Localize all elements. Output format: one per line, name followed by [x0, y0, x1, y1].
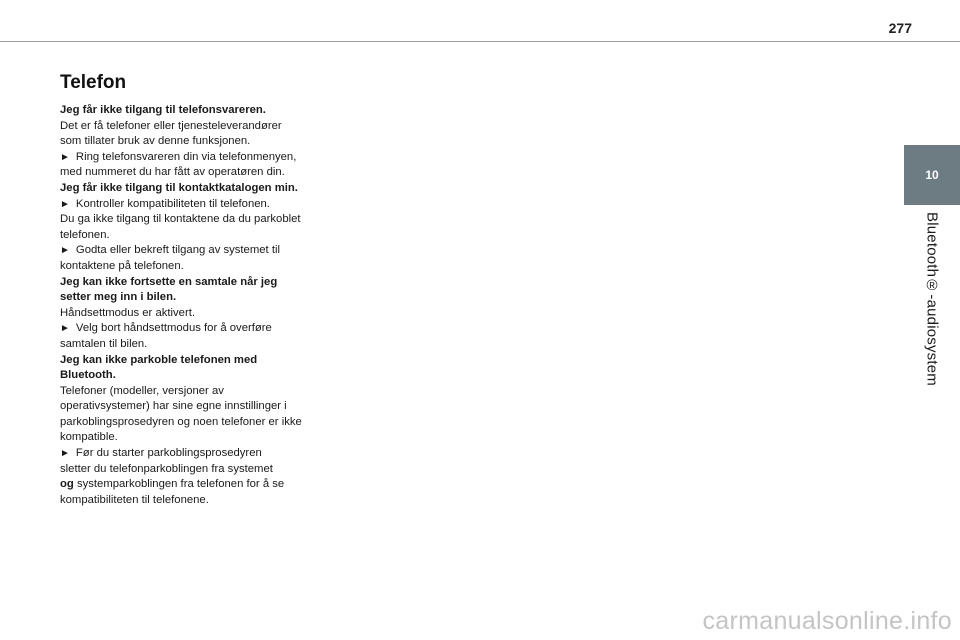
- answer-text: Du ga ikke tilgang til kontaktene da du parkoblet: [60, 213, 301, 226]
- chapter-title: Bluetooth®-audiosystem: [923, 212, 941, 386]
- answer-text: samtalen til bilen.: [60, 337, 148, 350]
- answer-text: med nummeret du har fått av operatøren din.: [60, 166, 285, 179]
- answer-text: [60, 477, 330, 493]
- action-text: Ring telefonsvareren din via telefonmenyen,: [75, 150, 297, 163]
- answer-text-rest: systemparkoblingen fra telefonen for å se: [73, 478, 285, 491]
- main-content: [60, 72, 330, 508]
- answer-text: som tillater bruk av denne funksjonen.: [60, 135, 251, 148]
- answer-text: kompatible.: [60, 431, 118, 444]
- answer-text: kontaktene på telefonen.: [60, 259, 184, 272]
- question-heading: Jeg får ikke tilgang til kontaktkatalogen min.: [60, 181, 298, 194]
- action-item: [60, 197, 330, 213]
- emphasis-text: og: [60, 478, 74, 491]
- question-heading: Jeg kan ikke fortsette en samtale når jeg: [60, 275, 278, 288]
- answer-text: Håndsettmodus er aktivert.: [60, 306, 195, 319]
- arrow-icon: ►: [60, 151, 70, 163]
- answer-text: parkoblingsprosedyren og noen telefoner er ikke: [60, 415, 302, 428]
- watermark: carmanualsonline.info: [702, 607, 952, 635]
- action-item: [60, 446, 330, 462]
- action-text: Velg bort håndsettmodus for å overføre: [75, 322, 272, 335]
- answer-text: kompatibiliteten til telefonene.: [60, 493, 209, 506]
- answer-text: operativsystemer) har sine egne innstillinger i: [60, 400, 287, 413]
- answer-text: Telefoner (modeller, versjoner av: [60, 384, 224, 397]
- chapter-label-container: [904, 212, 960, 402]
- arrow-icon: ►: [60, 245, 70, 257]
- action-item: [60, 243, 330, 259]
- question-heading: setter meg inn i bilen.: [60, 291, 177, 304]
- action-item: [60, 321, 330, 337]
- arrow-icon: ►: [60, 448, 70, 460]
- chapter-tab: [904, 145, 960, 205]
- arrow-icon: ►: [60, 198, 70, 210]
- action-text: Kontroller kompatibiliteten til telefonen.: [75, 197, 270, 210]
- question-heading: Jeg får ikke tilgang til telefonsvareren.: [60, 104, 266, 116]
- action-text: Godta eller bekreft tilgang av systemet til: [75, 244, 280, 257]
- answer-text: sletter du telefonparkoblingen fra systemet: [60, 462, 273, 475]
- text-body: [60, 103, 330, 508]
- arrow-icon: ►: [60, 323, 70, 335]
- section-title: Telefon: [60, 72, 127, 93]
- action-item: [60, 150, 330, 166]
- question-heading: Bluetooth.: [60, 369, 116, 382]
- question-heading: Jeg kan ikke parkoble telefonen med: [60, 353, 258, 366]
- action-text: Før du starter parkoblingsprosedyren: [75, 447, 262, 460]
- answer-text: telefonen.: [60, 228, 110, 241]
- page-number: 277: [888, 20, 912, 36]
- chapter-number: 10: [925, 168, 939, 182]
- top-divider: [0, 41, 960, 42]
- answer-text: Det er få telefoner eller tjenesteleverandører: [60, 119, 282, 132]
